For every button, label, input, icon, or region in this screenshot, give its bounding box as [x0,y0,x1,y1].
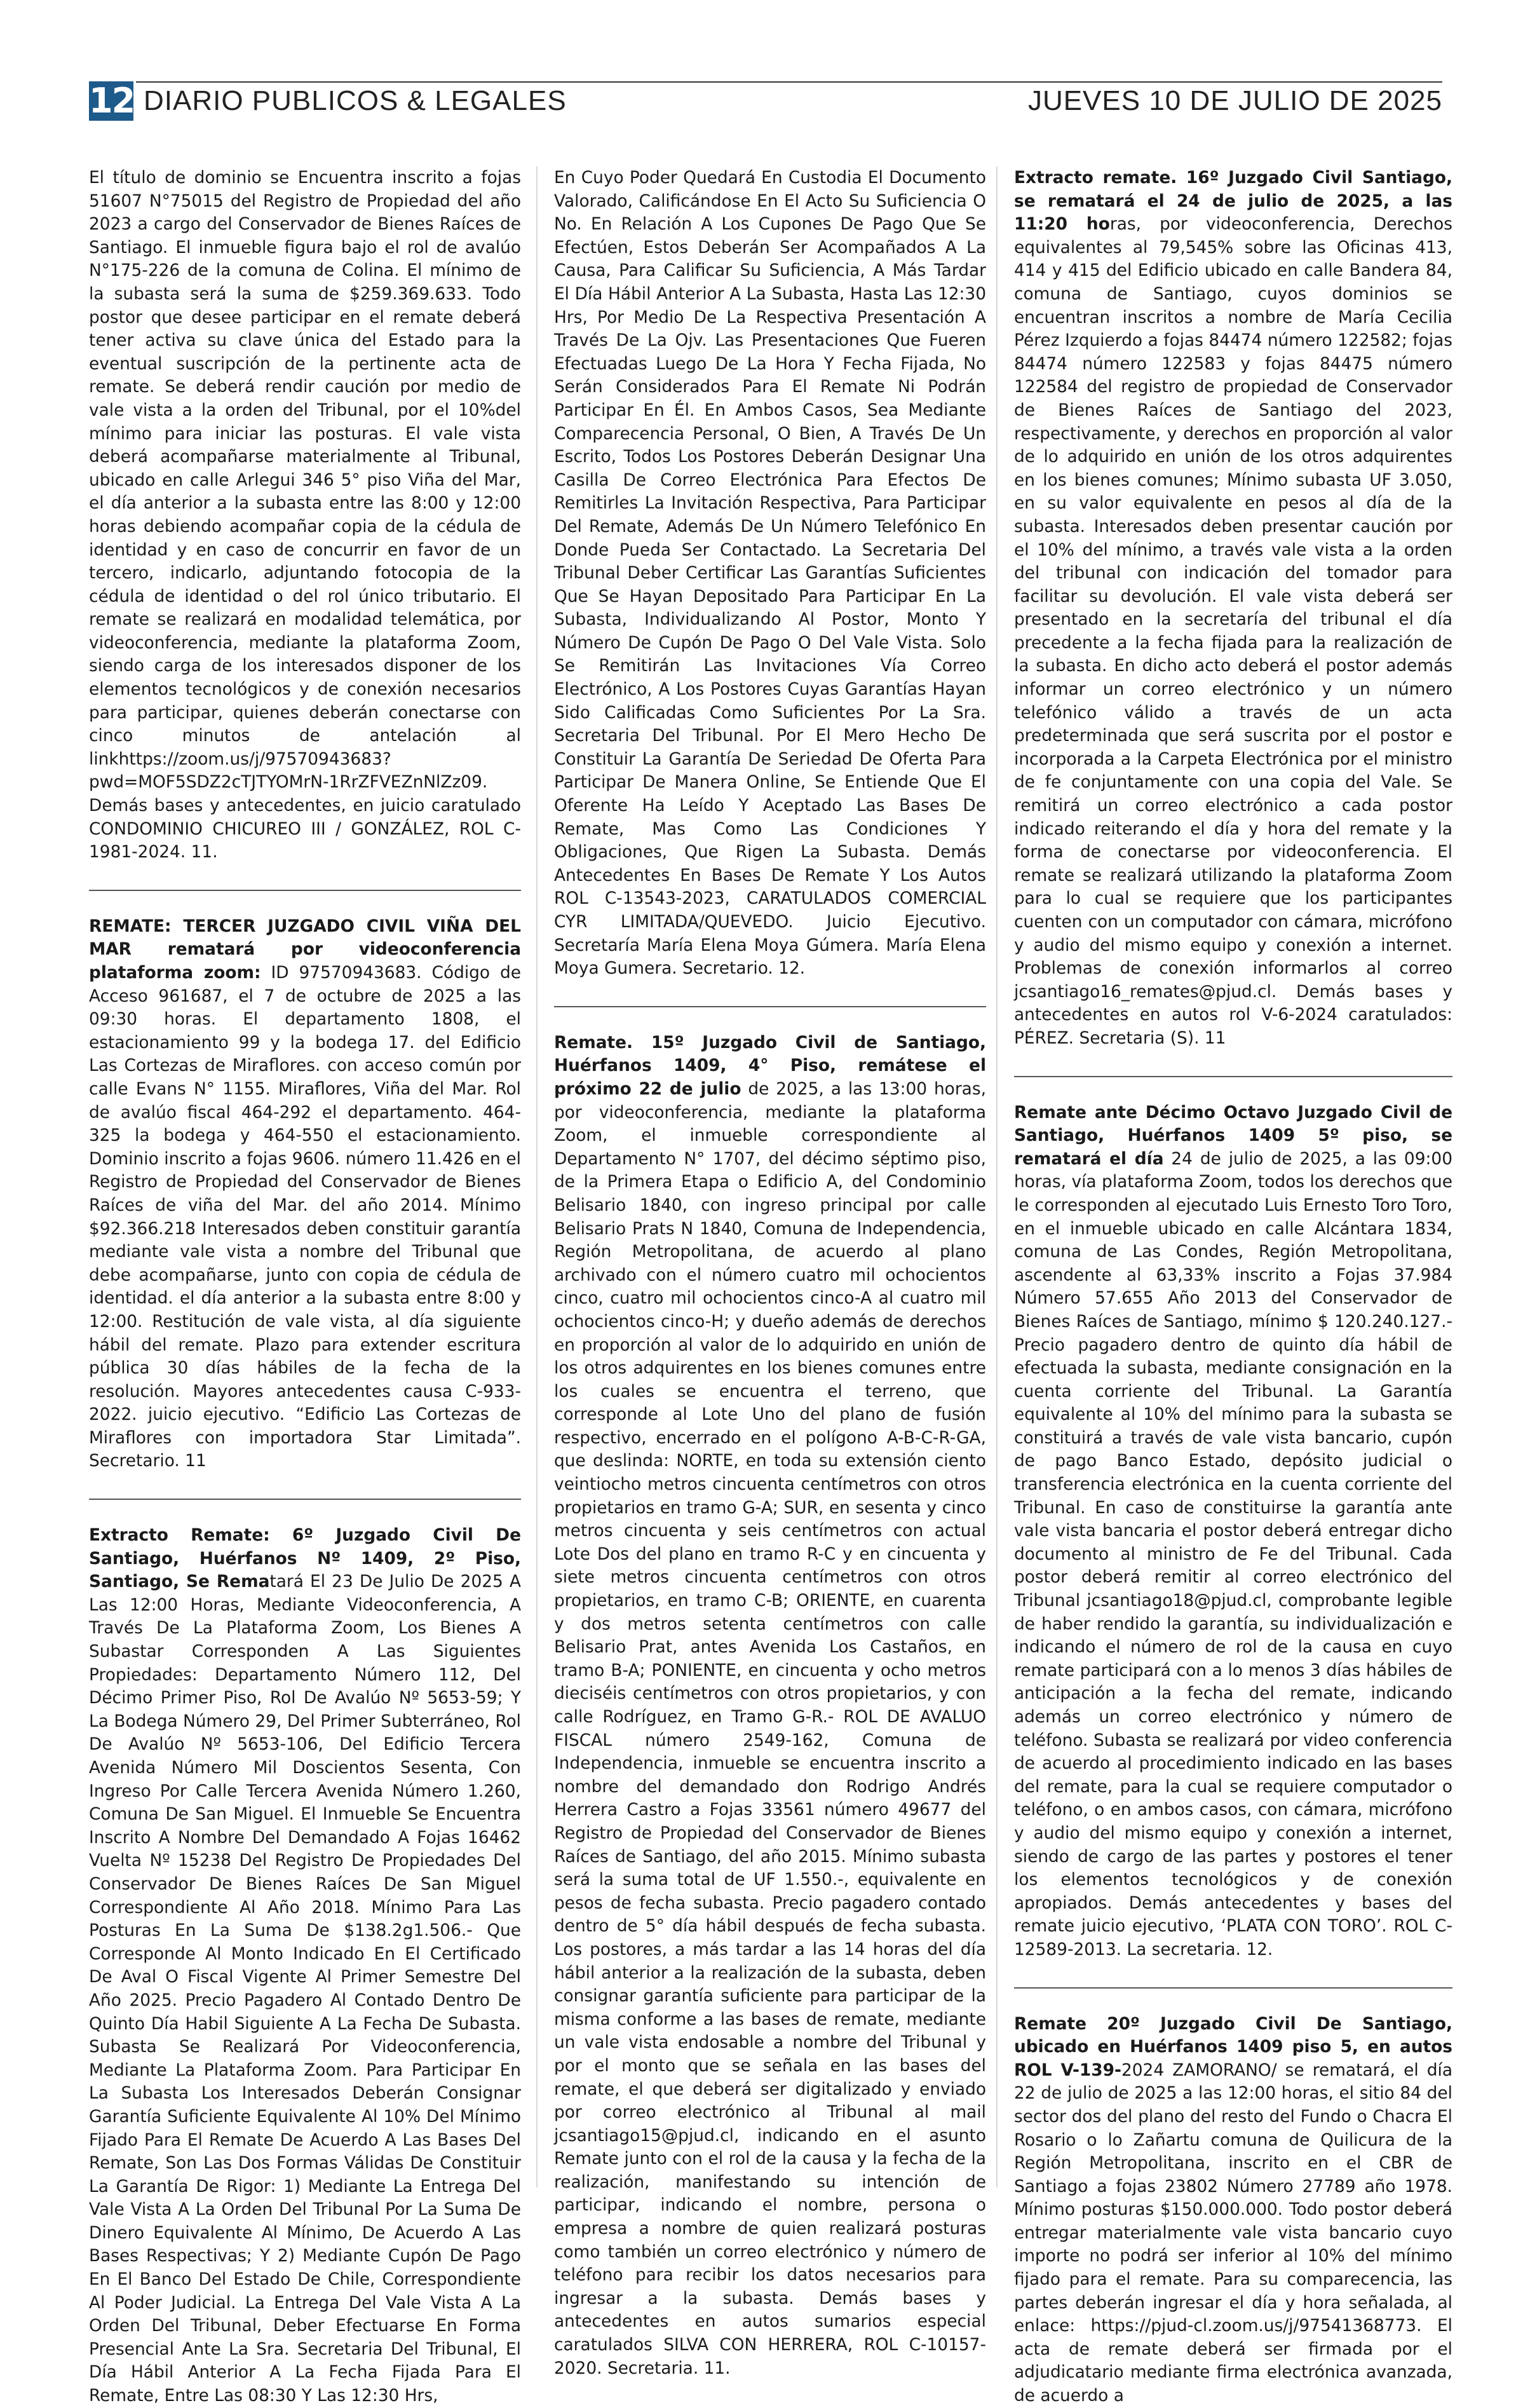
notice-body: El título de dominio se Encuentra inscrito a fojas 51607 N°75015 del Registro de Propiedad del año 2023 a cargo del Conservador de Bienes Raíces de Santiago. El inmueble figura bajo el rol de avalúo N°175-226 de la comuna de Colina. El mínimo de la subasta será la suma de $259.369.633. Todo postor que desee participar en el remate deberá tener activa su clave única del Estado para la eventual suscripción de la pertinente acta de remate. Se deberá rendir caución por medio de vale vista a la orden del Tribunal, por el 10%del mínimo para iniciar las posturas. El vale vista deberá acompañarse materialmente al Tribunal, ubicado en calle Arlegui 346 5° piso Viña del Mar, el día anterior a la subasta entre las 8:00 y 12:00 horas debiendo acompañar copia de la cédula de identidad y en caso de concurrir en favor de un tercero, indicarlo, adjuntando fotocopia de la cédula de identidad o del rol único tributario. El remate se realizará en modalidad telemática, por videoconferencia, mediante la plataforma Zoom, siendo carga de los interesados disponer de los elementos tecnológicos y de conexión necesarios para participar, quienes deberán conectarse con cinco minutos de antelación al linkhttps://zoom.us/j/97570943683?pwd=MOF5SDZ2cTJTYOMrN-1RrZFVEZnNlZz09. Demás bases y antecedentes, en juicio caratulado CONDOMINIO CHICUREO III / GONZÁLEZ, ROL C-1981-2024. 11. [89,168,521,862]
column-3 [1014,167,1452,2406]
header-rule [136,81,1442,83]
notice-body: En Cuyo Poder Quedará En Custodia El Documento Valorado, Calificándose En El Acto Su Suficiencia O No. En Relación A Los Cupones De Pago Que Se Efectúen, Estos Deberán Ser Acompañados A La Causa, Para Calificar Su Suficiencia, A Más Tardar El Día Hábil Anterior A La Subasta, Hasta Las 12:30 Hrs, Por Medio De La Respectiva Presentación A Través De La Ojv. Las Presentaciones Que Fueren Efectuadas Luego De La Hora Y Fecha Fijada, No Serán Considerados Para El Remate Ni Podrán Participar En Él. En Ambos Casos, Sea Mediante Comparecencia Personal, O Bien, A Través De Un Escrito, Todos Los Postores Deberán Designar Una Casilla De Correo Electrónica Para Efectos De Remitirles La Invitación Respectiva, Para Participar Del Remate, Además De Un Número Telefónico En Donde Pueda Ser Contactado. La Secretaria Del Tribunal Deber Certificar Las Garantías Suficientes Que Se Hayan Depositado Para Participar En La Subasta, Individualizando Al Postor, Monto Y Número De Cupón De Pago O Del Vale Vista. Solo Se Remitirán Las Invitaciones Vía Correo Electrónico, A Los Postores Cuyas Garantías Hayan Sido Calificadas Como Suficientes Por La Sra. Secretaria Del Tribunal. Por El Mero Hecho De Constituir La Garantía De Seriedad De Oferta Para Participar De Manera Online, Se Entiende Que El Oferente Ha Leído Y Aceptado Las Bases De Remate, Mas Como Las Condiciones Y Obligaciones, Que Rigen La Subasta. Demás Antecedentes En Bases De Remate Y Los Autos ROL C-13543-2023, CARATULADOS COMERCIAL CYR LIMITADA/QUEVEDO. Juicio Ejecutivo. Secretaría María Elena Moya Gúmera. María Elena Moya Gumera. Secretario. 12. [554,168,986,979]
publication-name: DIARIO PUBLICOS & LEGALES [144,85,567,116]
notice-body: tará El 23 De Julio De 2025 A Las 12:00 Horas, Mediante Videoconferencia, A Través De La Plataforma Zoom, Los Bienes A Subastar Corresponden A Las Siguientes Propiedades: Departamento Número 112, Del Décimo Primer Piso, Rol De Avalúo Nº 5653-59; Y La Bodega Número 29, Del Primer Subterráneo, Rol De Avalúo Nº 5653-106, Del Edificio Tercera Avenida Número Mil Doscientos Sesenta, Con Ingreso Por Calle Tercera Avenida Número 1.260, Comuna De San Miguel. El Inmueble Se Encuentra Inscrito A Nombre Del Demandado A Fojas 16462 Vuelta Nº 15238 Del Registro De Propiedades Del Conservador De Bienes Raíces De San Miguel Correspondiente Al Año 2018. Mínimo Para Las Posturas En La Suma De $138.2g1.506.- Que Corresponde Al Monto Indicado En El Certificado De Aval O Fiscal Vigente Al Primer Semestre Del Año 2025. Precio Pagadero Al Contado Dentro De Quinto Día Habil Siguiente A La Fecha De Subasta. Subasta Se Realizará Por Videoconferencia, Mediante La Plataforma Zoom. Para Participar En La Subasta Los Interesados Deberán Consignar Garantía Suficiente Equivalente Al 10% Del Mínimo Fijado Para El Remate De Acuerdo A Las Bases Del Remate, Son Las Dos Formas Válidas De Constituir La Garantía De Rigor: 1) Mediante La Entrega Del Vale Vista A La Orden Del Tribunal Por La Suma De Dinero Equivalente Al Mínimo, De Acuerdo A Las Bases Respectivas; Y 2) Mediante Cupón De Pago En El Banco Del Estado De Chile, Correspondiente Al Poder Judicial. La Entrega Del Vale Vista A La Orden Del Tribunal, Deber Efectuarse En Forma Presencial Ante La Sra. Secretaria Del Tribunal, El Día Hábil Anterior A La Fecha Fijada Para El Remate, Entre Las 08:30 Y Las 12:30 Hrs, [89,1572,521,2406]
notice-separator [1014,1987,1452,1989]
notice-heading: Remate. 15º Juzgado Civil de Santiago, Huérfanos 1409, 4° Piso, remátese el próximo 22 de julio [554,1032,986,1099]
column-1 [89,167,521,2406]
notice-heading: REMATE: TERCER JUZGADO CIVIL VIÑA DEL MAR rematará por videoconferencia plataforma zoom: [89,916,521,983]
page-number: 12 [89,81,135,121]
legal-notice [89,1524,521,2408]
notice-separator [89,890,521,891]
notice-heading: Extracto Remate: 6º Juzgado Civil De Santiago, Huérfanos Nº 1409, 2º Piso, Santiago, Se Rema [89,1525,521,1592]
notice-heading: Remate ante Décimo Octavo Juzgado Civil de Santiago, Huérfanos 1409 5º piso, se rematará el día [1014,1102,1452,1169]
notice-body: de 2025, a las 13:00 horas, por videoconferencia, mediante la plataforma Zoom, el inmueble correspondiente al Departamento N° 1707, del décimo séptimo piso, de la Primera Etapa o Edificio A, del Condominio Belisario 1840, con ingreso principal por calle Belisario Prats N 1840, Comuna de Independencia, Región Metropolitana, de acuerdo al plano archivado con el número cuatro mil ochocientos cinco, cuatro mil ochocientos cinco-A al cuatro mil ochocientos cinco-H; y dueño además de derechos en proporción al valor de lo adquirido en unión de los otros adquirentes en los bienes comunes entre los cuales se encuentra el terreno, que corresponde al Lote Uno del plano de fusión respectivo, encerrado en el polígono A-B-C-R-GA, que deslinda: NORTE, en toda su extensión ciento veintiocho metros cincuenta centímetros con otros propietarios en tramo G-A; SUR, en sesenta y cinco metros cincuenta y seis centímetros con actual Lote Dos del plano en tramo R-C y en cincuenta y siete metros cincuenta centímetros con otros propietarios, en tramo C-B; ORIENTE, en cuarenta y dos metros setenta centímetros con calle Belisario Prat, antes Avenida Los Castaños, en tramo B-A; PONIENTE, en cincuenta y ocho metros dieciséis centímetros con otros propietarios, y con calle Rodríguez, en Tramo G-R.- ROL DE AVALUO FISCAL número 2549-162, Comuna de Independencia, inmueble se encuentra inscrito a nombre del demandado don Rodrigo Andrés Herrera Castro a Fojas 33561 número 49677 del Registro de Propiedad del Conservador de Bienes Raíces de Santiago, del año 2015. Mínimo subasta será la suma total de UF 1.550.-, equivalente en pesos de fecha subasta. Precio pagadero contado dentro de 5° día hábil después de fecha subasta. Los postores, a más tardar a las 14 horas del día hábil anterior a la realización de la subasta, deben consignar garantía suficiente para participar de la misma conforme a las bases de remate, mediante un vale vista endosable a nombre del Tribunal y por el monto que se señala en las bases del remate, el que deberá ser digitalizado y enviado por correo electrónico al Tribunal al mail jcsantiago15@pjud.cl, indicando en el asunto Remate junto con el rol de la causa y la fecha de la realización, manifestando su intención de participar, indicando el nombre, persona o empresa a nombre de quien realizará posturas como también un correo electrónico y número de teléfono para recibir los datos necesarios para ingresar a la subasta. Demás bases y antecedentes en autos sumarios especial caratulados SILVA CON HERRERA, ROL C-10157-2020. Secretaria. 11. [554,1078,986,2378]
column-divider [536,167,538,2187]
notice-body: 2024 ZAMORANO/ se rematará, el día 22 de julio de 2025 a las 12:00 horas, el sitio 84 del sector dos del plano del resto del Fundo o Chacra El Rosario o lo Zañartu comuna de Quilicura de la Región Metropolitana, inscrito en el CBR de Santiago a fojas 23802 Número 27789 año 1978. Mínimo posturas $150.000.000. Todo postor deberá entregar materialmente vale vista bancario cuyo importe no podrá ser inferior al 10% del mínimo fijado para el remate. Para su comparecencia, las partes deberán ingresar el día y hora señalada, al enlace: https://pjud-cl.zoom.us/j/97541368773. El acta de remate deberá ser firmada por el adjudicatario mediante firma electrónica avanzada, de acuerdo a [1014,2060,1452,2406]
column-2 [554,167,986,2378]
notice-separator [1014,1076,1452,1077]
publication-date: JUEVES 10 DE JULIO DE 2025 [1027,85,1442,116]
legal-notice [89,167,521,864]
notice-heading: Remate 20º Juzgado Civil De Santiago, ubicado en Huérfanos 1409 piso 5, en autos ROL V-139- [1014,2013,1452,2080]
legal-notice [554,167,986,981]
notice-heading: Extracto remate. 16º Juzgado Civil Santiago, se rematará el 24 de julio de 2025, a las 11:20 ho [1014,168,1452,235]
legal-notice [1014,1101,1452,1962]
notice-body: ras, por videoconferencia, Derechos equivalentes al 79,545% sobre las Oficinas 413, 414 y 415 del Edificio ubicado en calle Bandera 84, comuna de Santiago, cuyos dominios se encuentran inscritos a nombre de María Cecilia Pérez Izquierdo a fojas 84474 número 122582; fojas 84474 número 122583 y fojas 84475 número 122584 del registro de propiedad de Conservador de Bienes Raíces de Santiago del 2023, respectivamente, y derechos en proporción al valor de lo adquirido en unión de los otros adquirentes en los bienes comunes; Mínimo subasta UF 3.050, en su valor equivalente en pesos al día de la subasta. Interesados deben presentar caución por el 10% del mínimo, a través vale vista a la orden del tribunal con indicación del tomador para facilitar su devolución. El vale vista deberá ser presentado en la secretaría del tribunal el día precedente a la fecha fijada para la realización de la subasta. En dicho acto deberá el postor además informar un correo electrónico y un número telefónico válido a través de un acta predeterminada que será suscrita por el postor e incorporada a la Carpeta Electrónica por el ministro de fe conjuntamente con una copia del Vale. Se remitirá un correo electrónico a cada postor indicado reiterando el día y hora del remate y la forma de conectarse por videoconferencia. El remate se realizará utilizando la plataforma Zoom para lo cual se requiere que los participantes cuenten con un computador con cámara, micrófono y audio del mismo equipo y conexión a internet. Problemas de conexión informarlos al correo jcsantiago16_remates@pjud.cl. Demás bases y antecedentes en autos rol V-6-2024 caratulados: PÉREZ. Secretaria (S). 11 [1014,214,1452,1048]
legal-notice [1014,167,1452,1051]
notice-body: 24 de julio de 2025, a las 09:00 horas, vía plataforma Zoom, todos los derechos que le corresponden al ejecutado Luis Ernesto Toro Toro, en el inmueble ubicado en calle Alcántara 1834, comuna de Las Condes, Región Metropolitana, ascendente al 63,33% inscrito a Fojas 37.984 Número 57.655 Año 2013 del Conservador de Bienes Raíces de Santiago, mínimo $ 120.240.127.- Precio pagadero dentro de quinto día hábil de efectuada la subasta, mediante consignación en la cuenta corriente del Tribunal. La Garantía equivalente al 10% del mínimo para la subasta se constituirá a través de vale vista bancario, cupón de pago Banco Estado, depósito judicial o transferencia electrónica en la cuenta corriente del Tribunal. En caso de constituirse la garantía ante vale vista bancaria el postor deberá entregar dicho documento al ministro de Fe del Tribunal. Cada postor deberá remitir al correo electrónico del Tribunal jcsantiago18@pjud.cl, comprobante legible de haber rendido la garantía, su individualización e indicando el número de rol de la causa en cuyo remate participará con a lo menos 3 días hábiles de anticipación a la fecha del remate, indicando además un correo electrónico y número de teléfono. Subasta se realizará por video conferencia de acuerdo al procedimiento indicado en las bases del remate, para la cual se requiere computador o teléfono, o en ambos casos, con cámara, micrófono y audio del mismo equipo y conexión a internet, siendo de cargo de las partes y postores el tener los elementos tecnológicos y de conexión apropiados. Demás antecedentes y bases del remate juicio ejecutivo, ‘PLATA CON TORO’. ROL C-12589-2013. La secretaria. 12. [1014,1148,1452,1959]
legal-notice [554,1031,986,2380]
column-divider [996,167,998,2187]
legal-notice [1014,2013,1452,2408]
notice-separator [89,1499,521,1500]
legal-notice [89,915,521,1473]
notice-body: ID 97570943683. Código de Acceso 961687, el 7 de octubre de 2025 a las 09:30 horas. El departamento 1808, el estacionamiento 99 y la bodega 17. del Edificio Las Cortezas de Miraflores. con acceso común por calle Evans N° 1155. Miraflores, Viña del Mar. Rol de avalúo fiscal 464-292 el departamento. 464-325 la bodega y 464-550 el estacionamiento. Dominio inscrito a fojas 9606. número 11.426 en el Registro de Propiedad del Conservador de Bienes Raíces de viña del Mar. del año 2014. Mínimo $92.366.218 Interesados deben constituir garantía mediante vale vista a nombre del Tribunal que debe acompañarse, junto con copia de cédula de identidad. el día anterior a la subasta entre 8:00 y 12:00. Restitución de vale vista, al día siguiente hábil del remate. Plazo para extender escritura pública 30 días hábiles de la fecha de la resolución. Mayores antecedentes causa C-933-2022. juicio ejecutivo. “Edificio Las Cortezas de Miraflores con importadora Star Limitada”. Secretario. 11 [89,963,521,1471]
notice-separator [554,1006,986,1007]
